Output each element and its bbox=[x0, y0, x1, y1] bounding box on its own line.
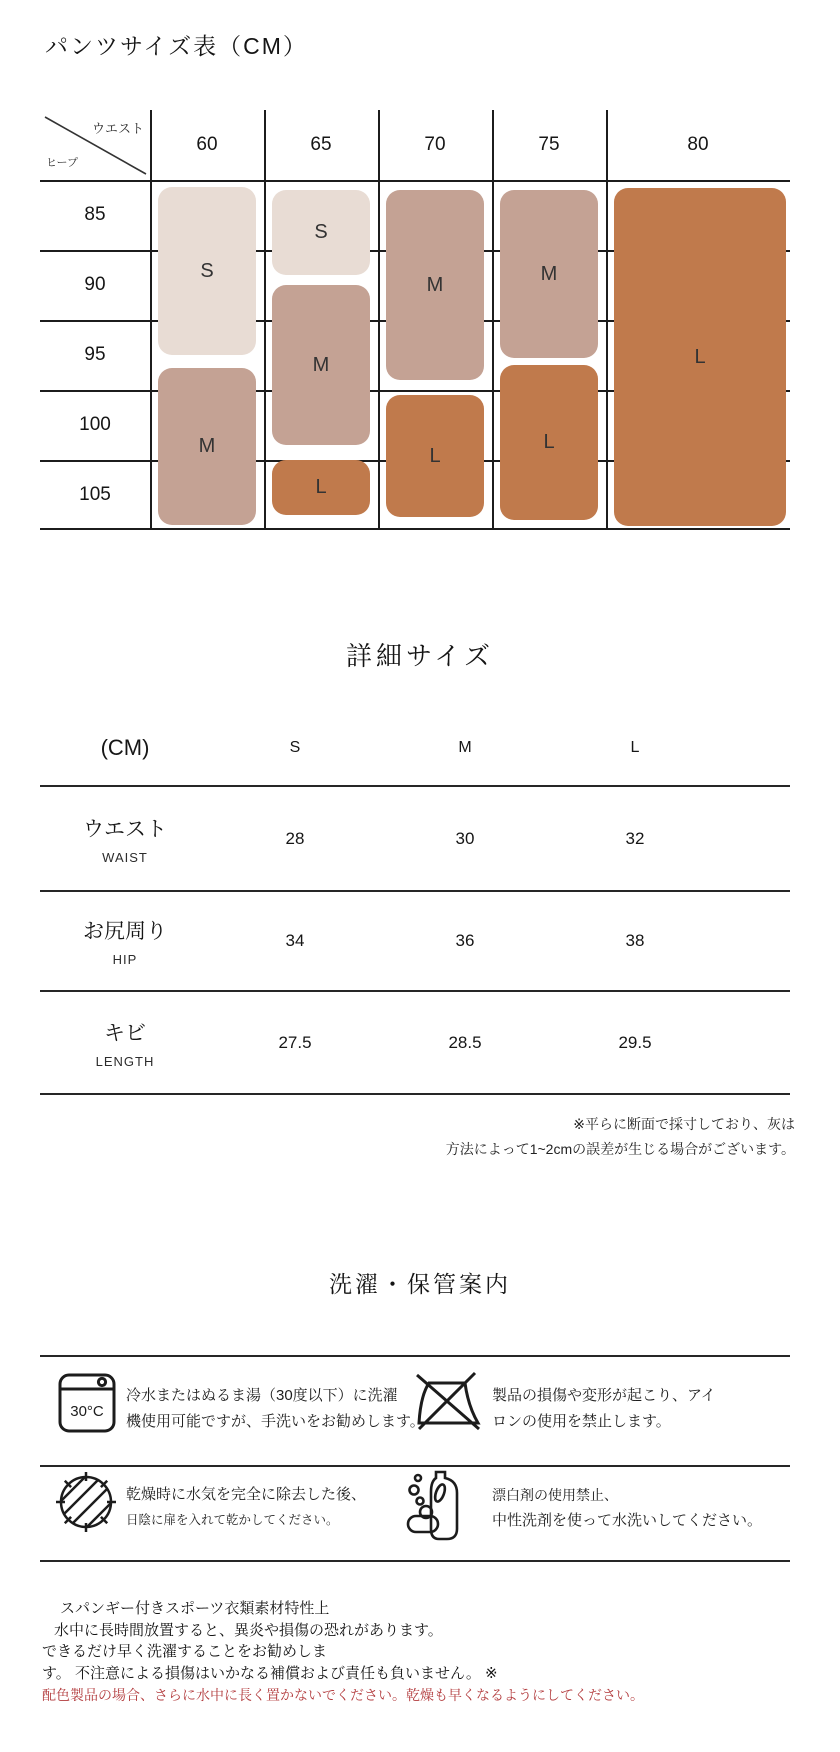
size-block bbox=[272, 285, 370, 445]
size-block-label: M bbox=[540, 262, 558, 285]
size-block bbox=[158, 187, 256, 355]
size-block-label: S bbox=[200, 259, 214, 282]
care-line: 日陰に扉を入れて乾かしてください。 bbox=[126, 1513, 339, 1527]
hip-header-90: 90 bbox=[84, 274, 106, 295]
table-header-row bbox=[40, 710, 790, 785]
pants-size-grid bbox=[40, 110, 790, 530]
no-bleach-icon bbox=[406, 1468, 468, 1542]
waist-value-s: 28 bbox=[285, 828, 305, 848]
care-item-text bbox=[492, 1383, 792, 1435]
care-line: 漂白剤の使用禁止、 bbox=[492, 1487, 618, 1503]
care-line: 機使用可能ですが、手洗いをお勧めします。 bbox=[126, 1413, 425, 1430]
material-notice bbox=[42, 1598, 812, 1707]
care-section-title: 洗濯・保管案内 bbox=[329, 1271, 511, 1297]
no-iron-icon bbox=[412, 1370, 484, 1432]
page-title: パンツサイズ表（CM） bbox=[45, 33, 308, 59]
divider bbox=[40, 1465, 790, 1467]
care-item-text bbox=[492, 1482, 802, 1534]
care-line: 中性洗剤を使って水洗いしてください。 bbox=[492, 1512, 763, 1529]
waist-header-80: 80 bbox=[687, 134, 709, 155]
grid-line bbox=[606, 110, 608, 530]
grid-line bbox=[492, 110, 494, 530]
length-value-m: 28.5 bbox=[448, 1032, 482, 1052]
row-label-en: WAIST bbox=[102, 849, 148, 865]
size-block bbox=[500, 190, 598, 358]
col-header-l: L bbox=[630, 738, 640, 756]
col-header-s: S bbox=[289, 738, 301, 756]
size-block-label: L bbox=[694, 345, 706, 368]
size-block bbox=[500, 365, 598, 520]
corner-waist-label: ウエスト bbox=[92, 121, 145, 136]
size-block-label: M bbox=[198, 435, 216, 457]
waist-value-l: 32 bbox=[625, 828, 645, 848]
care-line: 冷水またはぬるま湯（30度以下）に洗濯 bbox=[126, 1387, 398, 1404]
size-block bbox=[614, 188, 786, 526]
table-row bbox=[40, 787, 790, 890]
waist-header-75: 75 bbox=[538, 134, 560, 155]
size-block bbox=[386, 395, 484, 517]
corner-hip-label: ヒープ bbox=[46, 157, 79, 169]
hip-header-105: 105 bbox=[79, 484, 111, 505]
divider bbox=[40, 1093, 790, 1095]
waist-header-65: 65 bbox=[310, 134, 332, 155]
wash-temp-label: 30°C bbox=[70, 1403, 104, 1420]
hip-header-95: 95 bbox=[84, 344, 106, 365]
size-block bbox=[272, 460, 370, 515]
size-block-label: M bbox=[426, 273, 444, 296]
size-block bbox=[386, 190, 484, 380]
waist-header-60: 60 bbox=[196, 134, 218, 155]
notice-line: 水中に長時間放置すると、異炎や損傷の恐れがあります。 bbox=[54, 1621, 443, 1639]
table-row bbox=[40, 992, 790, 1093]
notice-line: す。 不注意による損傷はいかなる補償および責任も負いません。 ※ bbox=[42, 1664, 498, 1682]
grid-line bbox=[40, 180, 790, 182]
size-block-label: L bbox=[543, 431, 555, 453]
row-label-length bbox=[40, 992, 210, 1093]
care-line: 乾燥時に水気を完全に除去した後、 bbox=[126, 1486, 367, 1503]
row-label-en: HIP bbox=[112, 952, 138, 967]
grid-line bbox=[150, 110, 152, 530]
length-value-s: 27.5 bbox=[278, 1032, 312, 1052]
row-label-en: LENGTH bbox=[95, 1053, 155, 1069]
waist-header-70: 70 bbox=[424, 134, 446, 155]
row-label-waist bbox=[40, 787, 210, 890]
size-block bbox=[272, 190, 370, 275]
divider bbox=[40, 1355, 790, 1357]
waist-value-m: 30 bbox=[455, 828, 475, 848]
table-row bbox=[40, 892, 790, 990]
hip-value-l: 38 bbox=[625, 931, 645, 950]
hip-header-85: 85 bbox=[84, 204, 106, 225]
wash-30-icon bbox=[58, 1372, 116, 1434]
row-label-jp: ウエスト bbox=[83, 817, 167, 841]
hip-header-100: 100 bbox=[79, 414, 111, 435]
grid-line bbox=[40, 528, 790, 530]
size-block-label: L bbox=[315, 476, 327, 498]
note-line: ※平らに断面で採寸しており、灰は bbox=[573, 1116, 795, 1132]
hip-value-m: 36 bbox=[455, 931, 475, 950]
col-header-m: M bbox=[458, 738, 472, 756]
note-line: 方法によって1~2cmの誤差が生じる場合がございます。 bbox=[445, 1141, 795, 1157]
notice-line: できるだけ早く洗濯することをお勧めしま bbox=[42, 1643, 328, 1660]
color-product-warning: 配色製品の場合、さらに水中に長く置かないでください。乾燥も早くなるようにしてください。 bbox=[42, 1687, 644, 1703]
row-label-jp: キビ bbox=[104, 1021, 146, 1045]
row-label-jp: お尻周り bbox=[83, 920, 167, 943]
measurement-note bbox=[446, 1112, 795, 1162]
divider bbox=[40, 1560, 790, 1562]
unit-header-cell: (CM) bbox=[100, 734, 150, 760]
size-block bbox=[158, 368, 256, 525]
grid-line bbox=[264, 110, 266, 530]
row-label-hip bbox=[40, 892, 210, 990]
care-item-text bbox=[126, 1383, 446, 1435]
size-block-label: M bbox=[312, 353, 330, 376]
notice-line: スパンギー付きスポーツ衣類素材特性上 bbox=[60, 1600, 330, 1617]
care-line: 製品の損傷や変形が起こり、アイ bbox=[492, 1387, 716, 1404]
grid-line bbox=[378, 110, 380, 530]
detail-size-table bbox=[40, 710, 790, 1095]
detail-size-title: 詳細サイズ bbox=[346, 641, 494, 671]
size-block-label: L bbox=[429, 444, 441, 467]
care-line: ロンの使用を禁止します。 bbox=[492, 1413, 671, 1430]
length-value-l: 29.5 bbox=[618, 1032, 652, 1052]
shade-dry-icon bbox=[52, 1468, 120, 1536]
hip-value-s: 34 bbox=[285, 931, 305, 950]
size-block-label: S bbox=[314, 221, 328, 243]
